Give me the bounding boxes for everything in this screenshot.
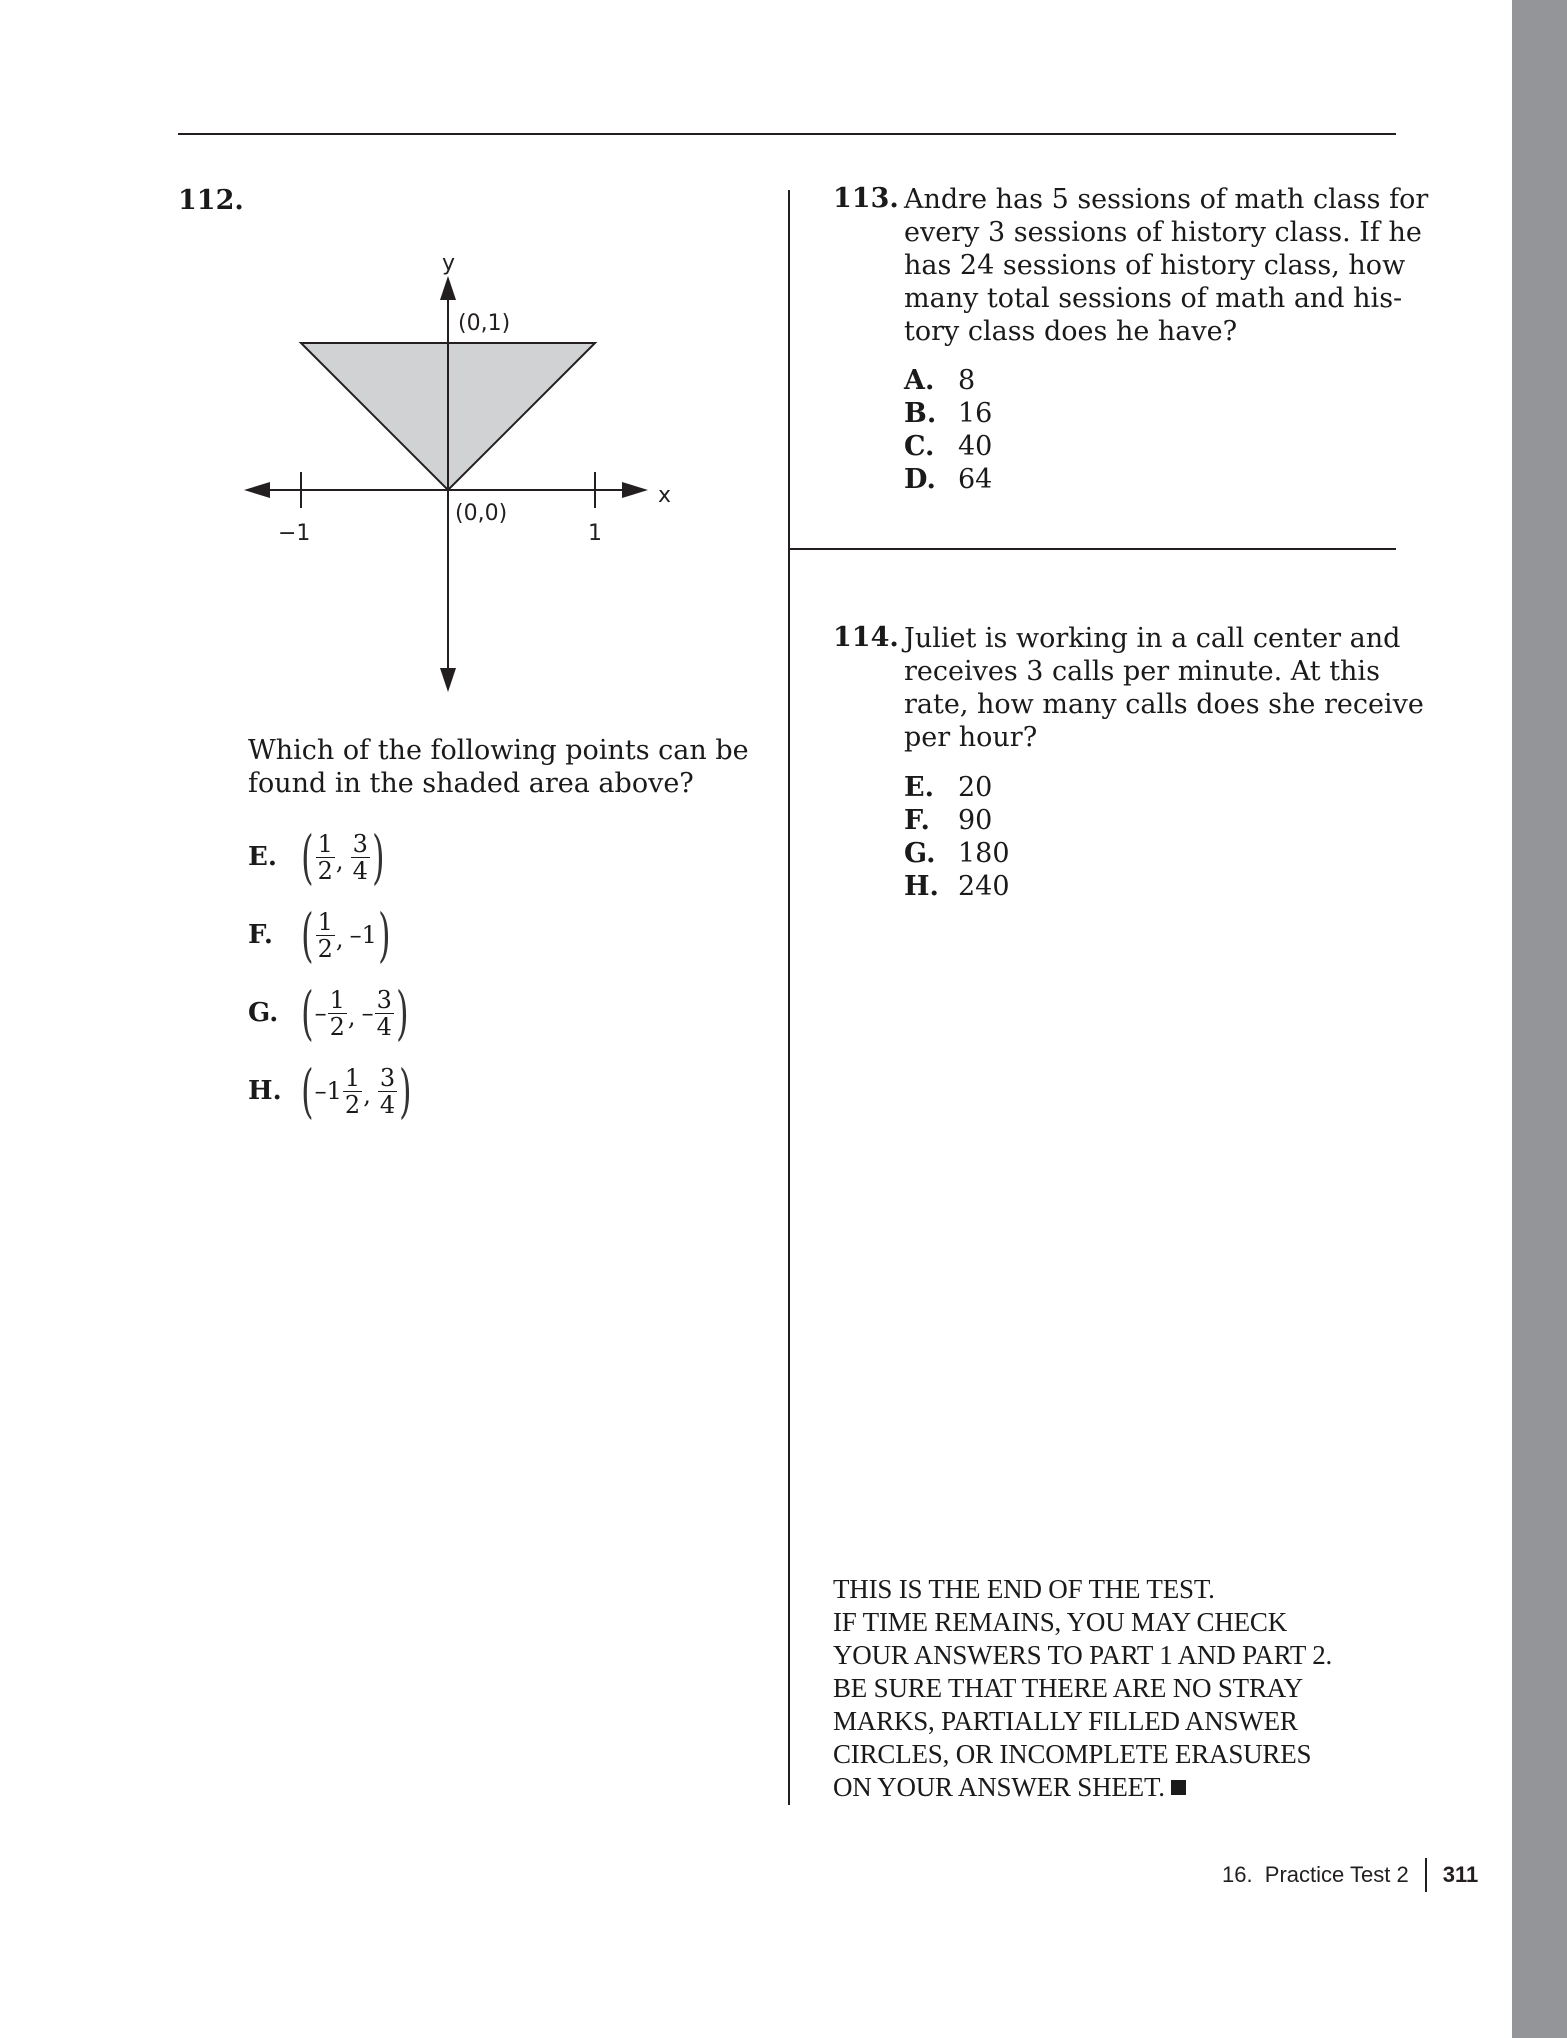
note-line: CIRCLES, OR INCOMPLETE ERASURES	[833, 1739, 1312, 1769]
fraction	[328, 987, 347, 1040]
choice-letter: G.	[248, 998, 279, 1028]
numerator: 1	[317, 829, 333, 858]
sign: –	[361, 999, 374, 1027]
question-line: Andre has 5 sessions of math class for	[904, 184, 1429, 215]
choice-value: 90	[958, 805, 993, 836]
whole-number: 1	[326, 1077, 342, 1105]
point-label-origin: (0,0)	[455, 501, 508, 526]
chapter-label: 16. Practice Test 2	[1222, 1862, 1409, 1887]
choice-e[interactable]: E. ( $\frac{1}{2}$ , $\frac{3}{4}$ )	[248, 823, 385, 891]
question-112-text	[248, 734, 749, 800]
question-line: per hour?	[904, 722, 1038, 753]
choice-letter: F.	[248, 920, 273, 950]
choice-letter: B.	[904, 398, 937, 429]
coordinate-graph	[230, 240, 700, 710]
denominator: 2	[329, 1012, 345, 1041]
choice-c[interactable]	[904, 430, 992, 463]
tick-label-pos-one: 1	[588, 521, 602, 546]
numerator: 1	[329, 985, 345, 1014]
choice-value: 16	[958, 398, 993, 429]
tick-label-neg-one: −1	[278, 521, 311, 546]
choice-a[interactable]	[904, 364, 992, 397]
note-line: ON YOUR ANSWER SHEET.	[833, 1772, 1165, 1802]
question-113-text	[904, 183, 1428, 348]
x-axis-right-arrow	[622, 482, 648, 498]
coordinate-value: –1	[349, 921, 377, 949]
question-line: Juliet is working in a call center and	[904, 623, 1401, 654]
choice-letter: C.	[904, 431, 935, 462]
top-rule	[178, 133, 1396, 135]
y-axis-up-arrow	[440, 276, 456, 300]
choice-g[interactable]: G. ( – $\frac{1}{2}$ , – $\frac{3}{4}$ )	[248, 979, 409, 1047]
denominator: 4	[379, 1090, 396, 1119]
question-113-number: 113.	[833, 183, 899, 214]
choice-h[interactable]	[904, 870, 1010, 903]
question-112-number: 112.	[178, 185, 244, 216]
point-label-top: (0,1)	[458, 311, 511, 336]
choice-f[interactable]	[904, 804, 1010, 837]
question-line: tory class does he have?	[904, 316, 1238, 347]
note-line: IF TIME REMAINS, YOU MAY CHECK	[833, 1607, 1288, 1637]
choice-value: 180	[958, 838, 1010, 869]
end-of-test-note	[833, 1573, 1332, 1804]
choice-letter: A.	[904, 365, 935, 396]
note-line: YOUR ANSWERS TO PART 1 AND PART 2.	[833, 1640, 1333, 1670]
question-line: found in the shaded area above?	[248, 768, 694, 799]
sign: –	[314, 999, 327, 1027]
question-114-choices	[904, 771, 1010, 903]
fraction	[343, 1065, 362, 1118]
end-square-icon	[1171, 1780, 1186, 1795]
choice-letter: G.	[904, 838, 936, 869]
numerator: 3	[352, 829, 368, 858]
denominator: 4	[376, 1012, 392, 1041]
numerator: 1	[344, 1063, 361, 1092]
sign: –	[314, 1077, 327, 1105]
choice-value: 40	[958, 431, 993, 462]
footer-separator	[1425, 1858, 1427, 1892]
fraction	[351, 831, 370, 884]
question-line: receives 3 calls per minute. At this	[904, 656, 1380, 687]
column-divider	[788, 190, 790, 1805]
side-bar	[1512, 0, 1567, 2038]
x-axis-label: x	[658, 483, 672, 508]
fraction	[316, 909, 335, 962]
denominator: 2	[317, 934, 333, 963]
denominator: 2	[317, 856, 333, 885]
denominator: 2	[344, 1090, 361, 1119]
choice-value: 20	[958, 772, 993, 803]
choice-g[interactable]	[904, 837, 1010, 870]
choice-letter: H.	[248, 1076, 282, 1106]
page-footer	[1222, 1858, 1478, 1892]
choice-b[interactable]	[904, 397, 992, 430]
choice-letter: E.	[904, 772, 934, 803]
choice-h[interactable]: H. ( – 1 $\frac{1}{2}$ , $\frac{3}{4}$ )	[248, 1057, 412, 1125]
question-114-number: 114.	[833, 622, 899, 653]
numerator: 3	[379, 1063, 396, 1092]
page-number: 311	[1442, 1862, 1479, 1887]
numerator: 3	[376, 985, 392, 1014]
choice-value: 8	[958, 365, 976, 396]
note-line: THIS IS THE END OF THE TEST.	[833, 1574, 1215, 1604]
note-line-final	[833, 1771, 1332, 1804]
choice-value: 64	[958, 464, 993, 495]
choice-letter: D.	[904, 464, 936, 495]
choice-f[interactable]: F. ( $\frac{1}{2}$ , –1 )	[248, 901, 391, 969]
fraction	[375, 987, 394, 1040]
question-line: rate, how many calls does she receive	[904, 689, 1424, 720]
x-axis-left-arrow	[244, 482, 270, 498]
numerator: 1	[317, 907, 333, 936]
choice-value: 240	[958, 871, 1010, 902]
question-112-choices	[248, 818, 413, 1130]
note-line: BE SURE THAT THERE ARE NO STRAY	[833, 1673, 1303, 1703]
note-line: MARKS, PARTIALLY FILLED ANSWER	[833, 1706, 1298, 1736]
fraction	[316, 831, 335, 884]
question-line: every 3 sessions of history class. If he	[904, 217, 1422, 248]
fraction	[378, 1065, 397, 1118]
y-axis-label: y	[442, 251, 456, 276]
choice-letter: H.	[904, 871, 939, 902]
question-line: has 24 sessions of history class, how	[904, 250, 1406, 281]
choice-letter: E.	[248, 842, 277, 872]
choice-e[interactable]	[904, 771, 1010, 804]
choice-letter: F.	[904, 805, 930, 836]
denominator: 4	[352, 856, 368, 885]
y-axis-down-arrow	[440, 668, 456, 692]
section-divider	[788, 548, 1396, 550]
choice-d[interactable]	[904, 463, 992, 496]
question-line: many total sessions of math and his-	[904, 283, 1403, 314]
question-line: Which of the following points can be	[248, 735, 749, 766]
question-113-choices	[904, 364, 992, 496]
question-114-text	[904, 622, 1424, 754]
